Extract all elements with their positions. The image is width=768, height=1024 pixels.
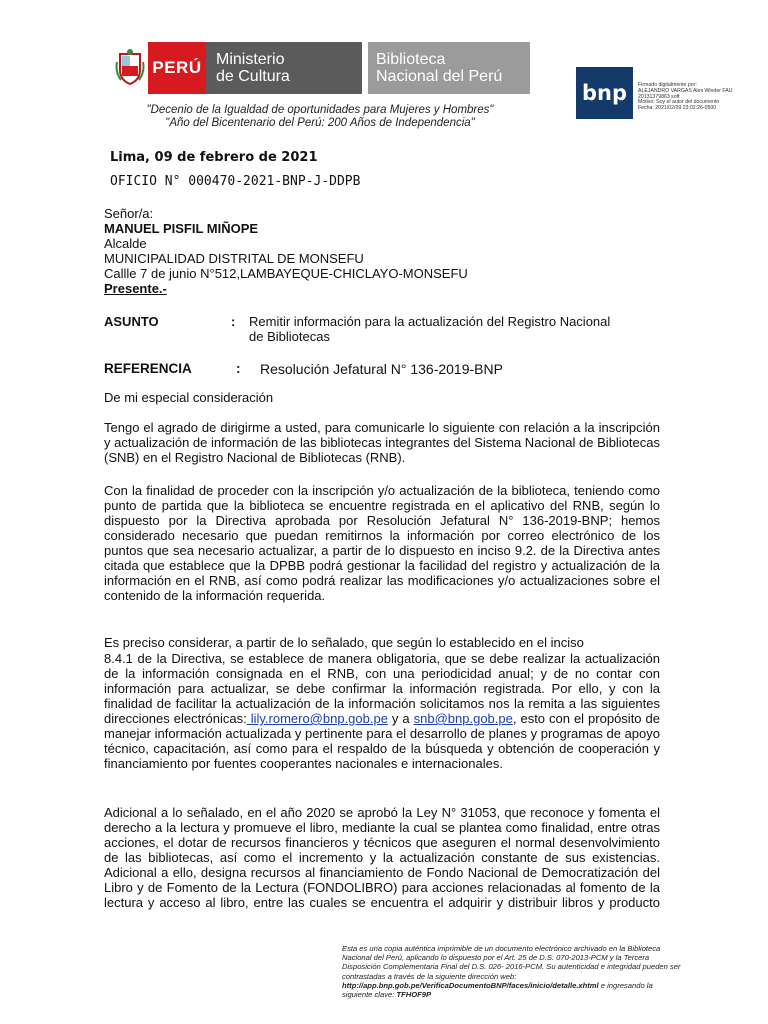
signature-line: Firmado digitalmente por:	[638, 82, 697, 88]
addressee-role: Alcalde	[104, 236, 147, 251]
paragraph-3-conj: y a	[387, 711, 410, 726]
asunto-line-1: Remitir información para la actualización del Registro Nacional	[249, 314, 611, 329]
asunto-label: ASUNTO	[104, 314, 159, 329]
paragraph-3-body: 8.4.1 de la Directiva, se establece de manera obligatoria, que se debe realizar la actualización de la información consignada en el RNB, con una periodicidad anual; y de no contar con información para actualizar, se debe confirmar la información registrada. Por ello, y con la finalidad de facilitar la actualización de la información solicitamos nos la remita a las siguientes direcciones electrónicas:	[104, 651, 660, 726]
addressee-block	[104, 206, 660, 296]
bnp-logo-text: bnp	[581, 81, 627, 105]
signature-line: Motivo: Soy el autor del documento	[638, 99, 720, 106]
oficio-number: OFICIO N° 000470-2021-BNP-J-DDPB	[110, 174, 361, 189]
paragraph-1: Tengo el agrado de dirigirme a usted, para comunicarle lo siguiente con relación a la inscripción y actualización de información de las bibliotecas integrantes del Sistema Nacional de Bibliotecas (SNB) en el Registro Nacional de Bibliotecas (RNB).	[104, 420, 660, 465]
biblioteca-line2: Nacional del Perú	[376, 68, 503, 85]
header-logo-strip	[112, 42, 536, 94]
footer-tail: e ingresando la siguiente clave:	[342, 980, 653, 1000]
presente: Presente.-	[104, 281, 167, 296]
biblioteca-nacional-logo	[368, 42, 530, 94]
decenio-line-1: "Decenio de la Igualdad de oportunidades para Mujeres y Hombres"	[146, 104, 494, 116]
referencia-value: Resolución Jefatural N° 136-2019-BNP	[260, 361, 503, 377]
signature-line: Fecha: 2021/02/09 23:02:26-0500	[638, 105, 717, 112]
footer-text: Esta es una copia auténtica imprimible de un documento electrónico archivado en la Biblioteca Nacional del Perú, aplicando lo dispuesto por el Art. 25 de D.S. 070-2013-PCM y la Tercera Disposición Complementaria Final del D.S. 026- 2016-PCM. Su autenticidad e integridad pueden ser contrastadas a través de la siguiente dirección web:	[342, 944, 681, 981]
addressee-address: Callle 7 de junio N°512,LAMBAYEQUE-CHICLAYO-MONSEFU	[104, 266, 468, 281]
asunto-line-2: de Bibliotecas	[249, 329, 330, 344]
paragraph-2: Con la finalidad de proceder con la inscripción y/o actualización de la biblioteca, teniendo como punto de partida que la biblioteca se encuentre registrada en el aplicativo del RNB, según lo dispuesto por la Directiva aprobada por Resolución Jefatural N° 136-2019-BNP; hemos considerado necesario que puedan remitirnos la información por correo electrónico de los puntos que sea necesario actualizar, a partir de lo dispuesto en inciso 9.2. de la Directiva antes citada que establece que la DPBB podrá gestionar la facilidad del registro y actualización de la información en el RNB, así como podrá realizar las modificaciones y/o actualizaciones sobre el contenido de la información requerida.	[104, 483, 660, 603]
greeting: De mi especial consideración	[104, 390, 274, 405]
addressee-name: MANUEL PISFIL MIÑOPE	[104, 221, 259, 236]
ministerio-line2: de Cultura	[216, 68, 290, 85]
email-link-snb[interactable]: snb@bnp.gob.pe	[413, 711, 513, 726]
biblioteca-line1: Biblioteca	[376, 51, 446, 68]
decenio-line-2: "Año del Bicentenario del Perú: 200 Años de Independencia"	[165, 117, 475, 129]
addressee-entity: MUNICIPALIDAD DISTRITAL DE MONSEFU	[104, 251, 364, 266]
asunto-colon: :	[231, 314, 236, 329]
signature-line: 20131379863 soft	[638, 93, 680, 100]
signature-line: ALEJANDRO VARGAS Alex Winder FAU	[638, 87, 733, 94]
document-date: Lima, 09 de febrero de 2021	[110, 150, 318, 165]
email-link-lily[interactable]: lily.romero@bnp.gob.pe	[246, 711, 388, 726]
digital-signature-block	[638, 83, 768, 112]
paragraph-3	[104, 651, 660, 771]
referencia-label: REFERENCIA	[104, 361, 192, 376]
paragraph-3-line-1: Es preciso considerar, a partir de lo señalado, que según lo establecido en el inciso	[104, 635, 584, 650]
footer-url[interactable]: http://app.bnp.gob.pe/VerificaDocumentoBNP/faces/inicio/detalle.xhtml	[342, 980, 599, 990]
verification-footer-note	[342, 944, 684, 999]
referencia-colon: :	[236, 361, 241, 376]
ministerio-cultura-logo	[206, 42, 362, 94]
paragraph-4: Adicional a lo señalado, en el año 2020 se aprobó la Ley N° 31053, que reconoce y fomenta el derecho a la lectura y promueve el libro, mediante la cual se plantea como finalidad, entre otras acciones, el dotar de recursos financieros y técnicos que aseguren el normal desenvolvimiento de las bibliotecas, así como el incremento y la actualización constante de sus existencias. Adicional a ello, designa recursos al financiamiento de Fondo Nacional de Democratización del Libro y de Fomento de la Lectura (FONDOLIBRO) para acciones relacionadas al fomento de la lectura y acceso al libro, entre las cuales se encuentra el adquirir y distribuir libros y producto	[104, 805, 660, 910]
footer-clave: TFHOF9P	[396, 990, 432, 1000]
paragraph-3-tail: , esto con el propósito de manejar información actualizada y pertinente para el desarrollo de planes y programas de apoyo técnico, capacitación, así como para el respaldo de la búsqueda y obtención de cooperación y financiamiento por fuentes cooperantes nacionales e internacionales.	[104, 711, 660, 771]
peru-logo: PERÚ	[148, 42, 206, 94]
coat-of-arms-icon	[112, 42, 148, 94]
salutation: Señor/a:	[104, 206, 154, 221]
asunto-text	[249, 314, 669, 344]
ministerio-line1: Ministerio	[216, 51, 285, 68]
